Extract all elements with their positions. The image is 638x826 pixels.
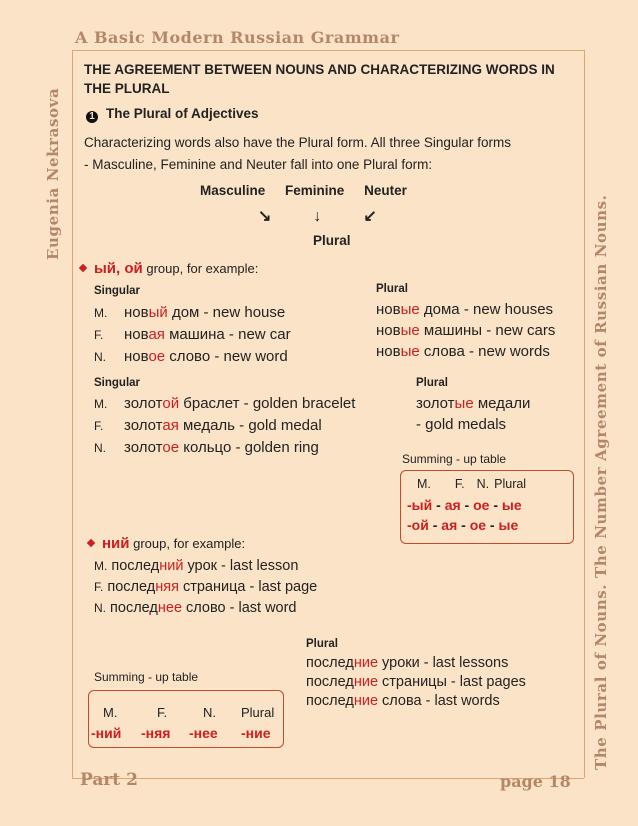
plural-list-1 bbox=[376, 299, 555, 362]
ending-nij: ний bbox=[102, 535, 130, 552]
section-heading: THE AGREEMENT BETWEEN NOUNS AND CHARACTERIZING WORDS IN THE PLURAL bbox=[84, 62, 555, 96]
singular-list-3 bbox=[94, 556, 317, 619]
summary-table-1 bbox=[400, 470, 574, 544]
example-row: M. золотой браслет - golden bracelet bbox=[94, 395, 356, 412]
example-row: последние страницы - last pages bbox=[306, 674, 526, 690]
group-1-title bbox=[80, 260, 258, 277]
chapter-title bbox=[592, 194, 612, 790]
summary-head-1: M. F. N. Plural bbox=[417, 477, 527, 491]
summary-table-2: M. F. N. Plural -ний -няя -нее -ние bbox=[88, 690, 284, 748]
ending-yj: ый bbox=[94, 260, 117, 277]
intro-line-2: - Masculine, Feminine and Neuter fall into one Plural form: bbox=[84, 157, 433, 172]
summary-row-1: -ый - ая - ое - ые bbox=[407, 497, 522, 513]
plural-label-3: Plural bbox=[306, 638, 338, 650]
example-row: последние слова - last words bbox=[306, 693, 500, 709]
arrow-down-right-icon: ↘ bbox=[258, 208, 272, 225]
page-number: page 18 bbox=[500, 772, 571, 791]
diamond-bullet-icon bbox=[87, 539, 95, 547]
summary-row-2: -ой - ая - ое - ые bbox=[407, 517, 519, 533]
example-row: N. последнее слово - last word bbox=[94, 600, 297, 616]
diamond-bullet-icon bbox=[79, 264, 87, 272]
example-row: N. золотое кольцо - golden ring bbox=[94, 439, 319, 456]
singular-list-2 bbox=[94, 393, 355, 459]
singular-label-2: Singular bbox=[94, 377, 141, 389]
group-1-suffix: group, for example: bbox=[142, 261, 259, 276]
example-row: последние уроки - last lessons bbox=[306, 655, 509, 671]
summary-label-1: Summing - up table bbox=[402, 452, 507, 466]
frame-top-line bbox=[72, 50, 584, 51]
singular-label-1: Singular bbox=[94, 285, 141, 297]
example-row: золотые медали bbox=[416, 395, 531, 412]
sub-heading-text: The Plural of Adjectives bbox=[106, 106, 259, 121]
neuter-label: Neuter bbox=[364, 183, 407, 198]
example-row: новые машины - new cars bbox=[376, 322, 556, 339]
example-row: F. новая машина - new car bbox=[94, 326, 291, 343]
chapter-title-text: The Plural of Nouns. The Number Agreement of Russian Nouns. bbox=[592, 194, 610, 770]
example-row: M. последний урок - last lesson bbox=[94, 558, 299, 574]
singular-list-1 bbox=[94, 302, 291, 368]
arrow-down-icon: ↓ bbox=[313, 208, 322, 225]
number-badge: 1 bbox=[86, 111, 98, 123]
ending-oj: ой bbox=[124, 260, 143, 277]
plural-target-label: Plural bbox=[313, 233, 351, 248]
plural-label-2: Plural bbox=[416, 377, 448, 389]
plural-list-3 bbox=[306, 654, 526, 711]
plural-list-2 bbox=[416, 393, 530, 435]
part-label: Part 2 bbox=[80, 770, 138, 790]
sub-heading bbox=[86, 106, 259, 123]
author-name bbox=[44, 87, 84, 280]
merge-arrows bbox=[258, 206, 419, 226]
frame-right-line bbox=[584, 50, 585, 778]
example-row: N. новое слово - new word bbox=[94, 348, 288, 365]
example-row: новые слова - new words bbox=[376, 343, 550, 360]
example-row: M. новый дом - new house bbox=[94, 304, 286, 321]
group-2-title bbox=[88, 535, 245, 552]
example-row: новые дома - new houses bbox=[376, 301, 554, 318]
feminine-label: Feminine bbox=[285, 183, 345, 198]
author-text: Eugenia Nekrasova bbox=[44, 87, 62, 260]
book-title: A Basic Modern Russian Grammar bbox=[75, 28, 400, 47]
intro-text bbox=[84, 132, 564, 176]
comma: , bbox=[116, 260, 125, 277]
gender-labels bbox=[200, 183, 423, 198]
example-row: F. золотая медаль - gold medal bbox=[94, 417, 322, 434]
example-row: F. последняя страница - last page bbox=[94, 579, 318, 595]
plural-label-1: Plural bbox=[376, 283, 408, 295]
example-row: - gold medals bbox=[416, 416, 507, 433]
group-2-suffix: group, for example: bbox=[129, 536, 246, 551]
summary-label-2: Summing - up table bbox=[94, 670, 199, 684]
masculine-label: Masculine bbox=[200, 183, 266, 198]
intro-line-1: Characterizing words also have the Plural form. All three Singular forms bbox=[84, 135, 511, 150]
arrow-down-left-icon: ↙ bbox=[363, 208, 377, 225]
frame-left-line bbox=[72, 50, 73, 778]
